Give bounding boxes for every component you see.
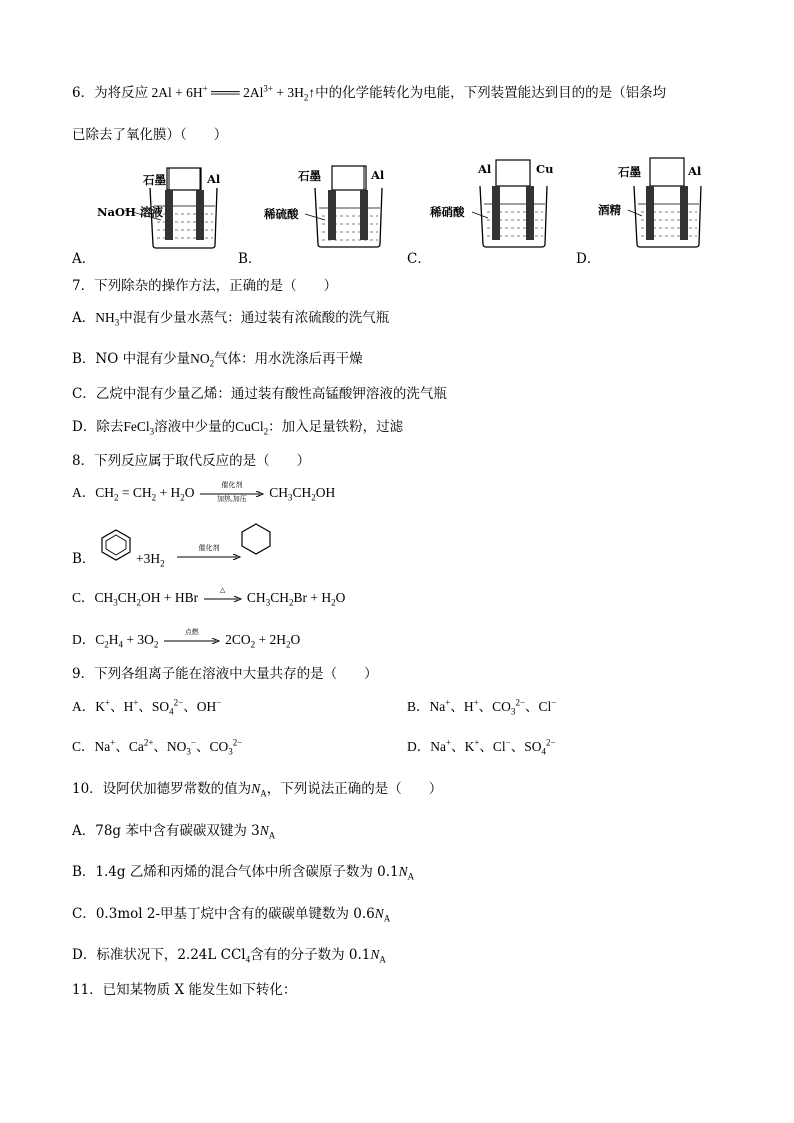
electrode-left-label: 石墨 <box>298 169 321 183</box>
apparatus-d <box>598 150 708 250</box>
cyclohexane-ring-icon <box>238 522 274 556</box>
apparatus-b <box>264 158 390 250</box>
option-a-label: A． <box>72 251 96 267</box>
q7-option-c: C．乙烷中混有少量乙烯：通过装有酸性高锰酸钾溶液的洗气瓶 <box>72 386 447 402</box>
q8-option-a: A．$CH_2 = CH_2 + H_2O$ 催化剂 加热,加压 $CH_3CH_2OH$ <box>72 480 336 503</box>
q9-option-a: A．K+、H+、$SO_4^{2-}$、OH− <box>72 697 222 717</box>
electrode-right-label: Al <box>207 172 221 186</box>
q6-stem-line2: 已除去了氧化膜）（ ） <box>72 127 228 143</box>
electrode-right-label: Al <box>371 168 385 182</box>
q10-stem: 10．设阿伏加德罗常数的值为$N_A$，下列说法正确的是（ ） <box>72 781 443 799</box>
q8-stem: 8．下列反应属于取代反应的是（ ） <box>72 453 311 469</box>
q10-option-d: D．标准状况下，2.24L CCl$_4$含有的分子数为 $0.1N_A$ <box>72 947 386 965</box>
q9-option-d: D．Na+、K+、Cl−、$SO_4^{2-}$ <box>407 737 556 757</box>
q10-option-c: C．0.3mol 2-甲基丁烷中含有的碳碳单键数为 $0.6N_A$ <box>72 906 391 924</box>
benzene-ring-icon <box>98 528 134 562</box>
q8-option-d: D．$C_2H_4 + 3O_2$ 点燃 $2CO_2 + 2H_2O$ <box>72 627 301 650</box>
q10-option-a: A．78g 苯中含有碳碳双键为 $3N_A$ <box>72 823 276 841</box>
solution-label: 稀硝酸 <box>430 205 465 219</box>
apparatus-a <box>95 160 225 250</box>
reaction-arrow: 催化剂 <box>177 554 241 560</box>
electrode-left-label: 石墨 <box>143 173 166 187</box>
q9-stem: 9．下列各组离子能在溶液中大量共存的是（ ） <box>72 666 378 682</box>
q10-option-b: B．1.4g 乙烯和丙烯的混合气体中所含碳原子数为 $0.1N_A$ <box>72 864 415 882</box>
solution-label: NaOH 溶液 <box>97 205 163 219</box>
solution-label: 稀硫酸 <box>264 207 299 221</box>
q9-option-b: B．Na+、H+、$CO_3^{2-}$、Cl− <box>407 697 557 717</box>
q8-option-c: C．$CH_3CH_2OH$ + HBr △ $CH_3CH_2Br + H_2O$ <box>72 585 346 608</box>
q7-option-d: D．除去FeCl$_3$溶液中少量的CuCl$_2$：加入足量铁粉，过滤 <box>72 419 404 437</box>
q7-option-b: B．NO 中混有少量$NO_2$气体：用水洗涤后再干燥 <box>72 351 363 369</box>
electrode-left-label: 石墨 <box>618 165 641 179</box>
electrode-right-label: Cu <box>536 162 554 176</box>
q7-stem: 7．下列除杂的操作方法，正确的是（ ） <box>72 278 338 294</box>
reaction-arrow: 点燃 <box>164 638 220 644</box>
q11-stem: 11．已知某物质 X 能发生如下转化： <box>72 982 297 998</box>
option-c-label: C． <box>407 251 431 267</box>
q9-option-c: C．Na+、$Ca^{2+}$、$NO_3^-$、$CO_3^{2-}$ <box>72 737 243 757</box>
solution-label: 酒精 <box>598 203 621 217</box>
apparatus-c <box>430 152 560 250</box>
q6-stem-line1: 6．为将反应 2Al + 6H+ ═══ $2Al^{3+}$ + $3H_2↑$中的化学能转化为电能，下列装置能达到目的的是（铝条均 <box>72 83 667 103</box>
q6-reaction: 2Al + 6H+ ═══ $2Al^{3+}$ + $3H_2↑$ <box>151 83 316 103</box>
q7-option-a: A．$NH_3$中混有少量水蒸气：通过装有浓硫酸的洗气瓶 <box>72 310 390 328</box>
electrode-left-label: Al <box>478 162 492 176</box>
reaction-arrow: △ <box>204 596 242 602</box>
electrode-right-label: Al <box>688 164 702 178</box>
option-d-label: D． <box>576 251 601 267</box>
option-b-label: B． <box>238 251 262 267</box>
reaction-arrow: 催化剂 加热,加压 <box>200 491 264 497</box>
